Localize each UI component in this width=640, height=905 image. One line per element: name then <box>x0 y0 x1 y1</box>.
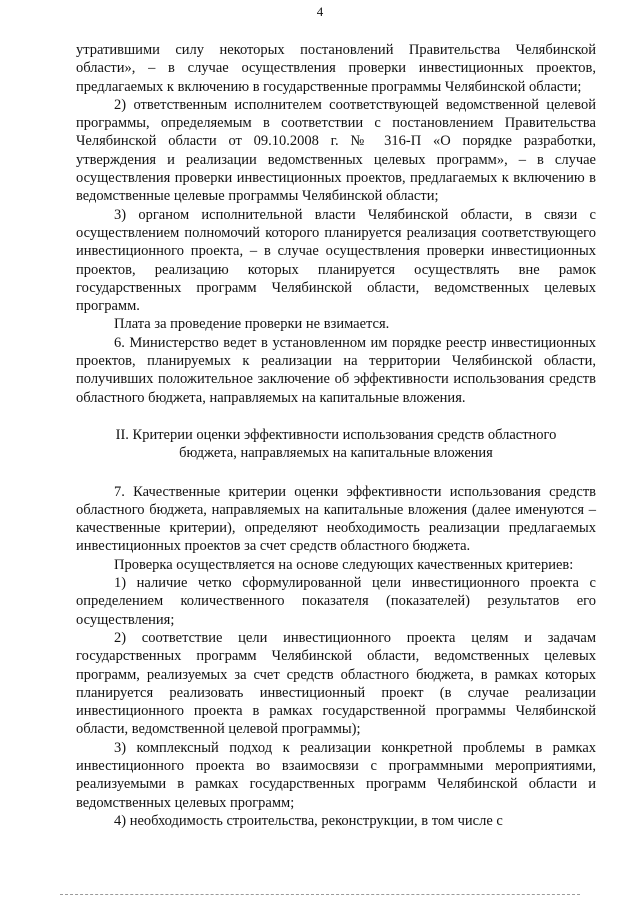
page-number: 4 <box>316 4 324 19</box>
paragraph-criterion-3: 3) комплексный подход к реализации конкретной проблемы в рамках инвестиционного проекта во взаимосвязи с программными мероприятиями, реализуемыми в рамках государственных программ Челябинской области и ведомственных целевых программ; <box>76 739 596 811</box>
paragraph-criterion-1: 1) наличие четко сформулированной цели инвестиционного проекта с определением количественного показателя (показателей) результатов его осуществления; <box>76 575 596 628</box>
section-heading: II. Критерии оценки эффективности использования средств областного бюджета, направляемых на капитальные вложения <box>115 426 557 462</box>
paragraph-item-2: 2) ответственным исполнителем соответствующей ведомственной целевой программы, определяемым в соответствии с постановлением Правительства Челябинской области от 09.10.2008 г. № 316-П «О порядке разработки, утверждения и реализации ведомственных целевых программ», – в случае осуществления проверки инвестиционных проектов, предлагаемых к включению в ведомственные целевые программы Челябинской области; <box>76 96 596 205</box>
paragraph-criteria-intro: Проверка осуществляется на основе следующих качественных критериев: <box>114 556 574 573</box>
paragraph-item-7: 7. Качественные критерии оценки эффективности использования средств областного бюджета, направляемых на капитальные вложения (далее именуются – качественные критерии), определяют необходимость реализации предлагаемых инвестиционных проектов за счет средств областного бюджета. <box>76 483 596 555</box>
paragraph-fee: Плата за проведение проверки не взимается. <box>114 316 390 333</box>
paragraph-item-6: 6. Министерство ведет в установленном им порядке реестр инвестиционных проектов, планируемых к реализации на территории Челябинской области, получивших положительное заключение об эффективности использования средств областного бюджета, направляемых на капитальные вложения. <box>76 334 596 406</box>
paragraph-continuation: утратившими силу некоторых постановлений Правительства Челябинской области», – в случае осуществления проверки инвестиционных проектов, предлагаемых к включению в государственные программы Челябинской области; <box>76 42 596 95</box>
document-body <box>76 41 596 830</box>
paragraph-criterion-4: 4) необходимость строительства, реконструкции, в том числе с <box>114 812 503 829</box>
paragraph-criterion-2: 2) соответствие цели инвестиционного проекта целям и задачам государственных программ Челябинской области, ведомственных целевых программ, реализуемых за счет средств областного бюджета, в рамках которых планируется реализовать инвестиционный проект (в случае реализации инвестиционного проекта в рамках государственной программы Челябинской области, ведомственной целевой программы); <box>76 629 596 738</box>
page-bottom-rule <box>60 894 580 895</box>
paragraph-item-3: 3) органом исполнительной власти Челябинской области, в связи с осуществлением полномочий которого планируется реализация соответствующего инвестиционного проекта, – в случае осуществления проверки инвестиционных проектов, реализацию которых планируется осуществлять вне рамок государственных программ Челябинской области, ведомственных целевых программ. <box>76 206 596 315</box>
